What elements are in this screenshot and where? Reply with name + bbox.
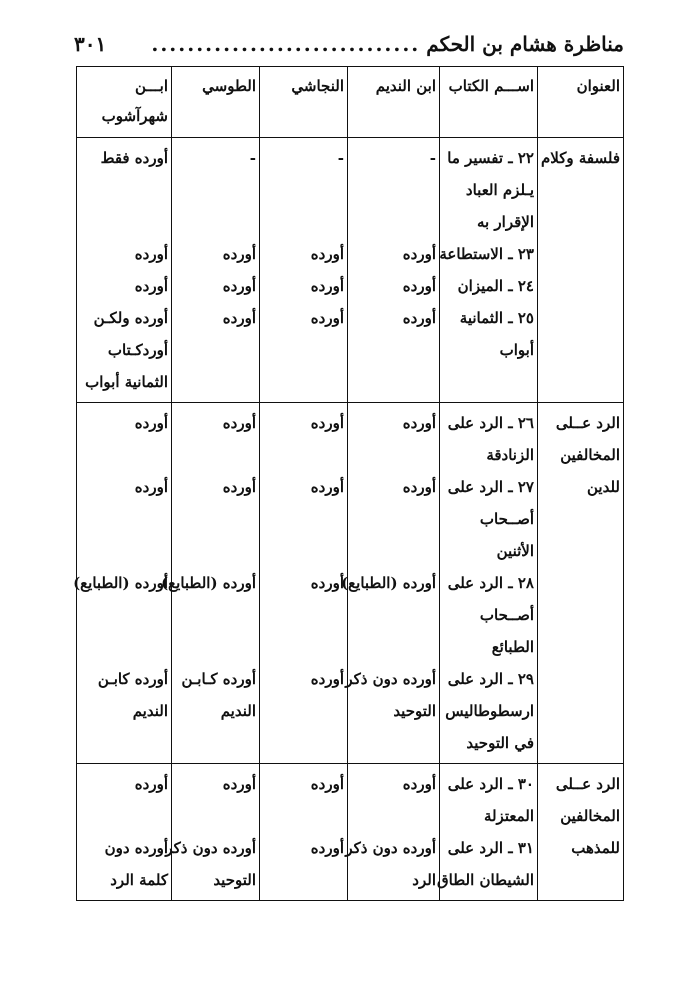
- tusi-text: أورده: [222, 775, 256, 793]
- tusi-text: -: [249, 149, 256, 167]
- ibn-shahrashub-cell: [73, 403, 172, 764]
- tusi-text: أورده كـابـن: [181, 670, 256, 688]
- tusi-cell: [172, 138, 260, 403]
- empty-line: [351, 535, 436, 567]
- tusi-text: النديم: [220, 702, 256, 720]
- empty-line: [351, 334, 436, 366]
- page-title: مناظرة هشام بن الحكم: [426, 32, 624, 56]
- table-section-row: [77, 138, 624, 403]
- book-title-cell: [440, 403, 538, 764]
- book-title-text: ٢٥ ـ الثمانية: [459, 309, 534, 327]
- najashi-text: أورده: [310, 670, 344, 688]
- book-title-text: ٢٨ ـ الرد على: [447, 574, 534, 592]
- book-title-text: ٣١ ـ الرد على: [447, 839, 534, 857]
- empty-line: [175, 503, 256, 535]
- ibn-shahrashub-text: أورده فقط: [100, 149, 168, 167]
- book-title-text: المعتزلة: [483, 807, 534, 825]
- ibn-nadim-text: -: [429, 149, 436, 167]
- page-header: [74, 28, 624, 60]
- empty-line: [351, 800, 436, 832]
- empty-line: [175, 206, 256, 238]
- najashi-text: أورده: [310, 414, 344, 432]
- book-title-text: ٢٦ ـ الرد على: [447, 414, 534, 432]
- empty-line: [80, 535, 168, 567]
- empty-line: [175, 366, 256, 398]
- empty-line: [443, 366, 534, 398]
- empty-line: [263, 366, 344, 398]
- book-title-text: الزنادقة: [486, 446, 534, 464]
- ibn-shahrashub-text: أورده: [134, 775, 168, 793]
- najashi-cell: [260, 764, 348, 901]
- ibn-nadim-cell: [341, 403, 440, 764]
- najashi-cell: [260, 403, 348, 764]
- najashi-text: أورده: [310, 277, 344, 295]
- ibn-shahrashub-text: أوردكـتاب: [107, 341, 168, 359]
- column-header: ابن النديم: [348, 67, 440, 138]
- empty-line: [175, 334, 256, 366]
- book-title-text: ٢٤ ـ الميزان: [457, 277, 534, 295]
- section-title-text: للدين: [586, 478, 620, 496]
- ibn-shahrashub-text: أورده: [134, 414, 168, 432]
- najashi-text: أورده: [310, 309, 344, 327]
- tusi-text: أورده دون ذكر: [165, 839, 256, 857]
- section-title-text: للمذهب: [571, 839, 620, 857]
- book-title-text: الطبائع: [491, 638, 534, 656]
- book-title-text: ارسطوطاليس: [445, 702, 534, 720]
- book-title-text: الإقرار به: [476, 213, 534, 231]
- tusi-text: أورده: [222, 309, 256, 327]
- book-title-text: أبواب: [499, 341, 534, 359]
- table-section-row: [77, 764, 624, 901]
- book-title-text: ٣٠ ـ الرد على: [447, 775, 534, 793]
- empty-line: [263, 535, 344, 567]
- ibn-shahrashub-text: أورده دون: [104, 839, 168, 857]
- empty-line: [80, 631, 168, 663]
- empty-line: [263, 206, 344, 238]
- column-header: العنوان: [538, 67, 624, 138]
- empty-line: [351, 174, 436, 206]
- tusi-text: أورده: [222, 245, 256, 263]
- empty-line: [80, 800, 168, 832]
- section-title-cell: [538, 403, 624, 764]
- empty-line: [351, 366, 436, 398]
- ibn-nadim-cell: [345, 764, 440, 901]
- section-title-text: المخالفين: [560, 807, 620, 825]
- empty-line: [175, 800, 256, 832]
- ibn-shahrashub-text: أورده: [134, 478, 168, 496]
- empty-line: [263, 599, 344, 631]
- tusi-text: أورده: [222, 478, 256, 496]
- empty-line: [263, 631, 344, 663]
- tusi-text: أورده: [222, 277, 256, 295]
- empty-line: [263, 174, 344, 206]
- book-title-text: الشيطان الطاق: [436, 871, 534, 889]
- empty-line: [263, 864, 344, 896]
- ibn-shahrashub-cell: [77, 764, 172, 901]
- empty-line: [175, 535, 256, 567]
- ibn-nadim-cell: [348, 138, 440, 403]
- najashi-text: -: [337, 149, 344, 167]
- column-header: اســـم الكتاب: [440, 67, 538, 138]
- tusi-text: أورده (الطبايع): [161, 574, 256, 592]
- book-title-text: ٢٧ ـ الرد على: [447, 478, 534, 496]
- najashi-text: أورده: [310, 775, 344, 793]
- book-title-text: في التوحيد: [466, 734, 534, 752]
- column-header: الطوسي: [172, 67, 260, 138]
- section-title-text: الرد عــلى: [555, 414, 620, 432]
- empty-line: [351, 727, 436, 759]
- book-title-cell: [440, 138, 538, 403]
- empty-line: [80, 727, 168, 759]
- ibn-shahrashub-text: أورده (الطبايع): [73, 574, 168, 592]
- ibn-shahrashub-text: أورده: [134, 277, 168, 295]
- ibn-shahrashub-text: أورده: [134, 245, 168, 263]
- table-section-row: [77, 403, 624, 764]
- book-title-text: يـلزم العباد: [465, 181, 534, 199]
- ibn-shahrashub-text: النديم: [132, 702, 168, 720]
- table-header-row: [77, 67, 624, 138]
- empty-line: [175, 599, 256, 631]
- empty-line: [80, 503, 168, 535]
- najashi-text: أورده: [310, 574, 344, 592]
- empty-line: [80, 206, 168, 238]
- book-title-text: ٢٣ ـ الاستطاعة: [439, 245, 534, 263]
- ibn-shahrashub-text: أورده كابـن: [97, 670, 168, 688]
- empty-line: [80, 599, 168, 631]
- empty-line: [263, 727, 344, 759]
- empty-line: [175, 174, 256, 206]
- ibn-nadim-text: الرد: [412, 871, 436, 889]
- empty-line: [351, 503, 436, 535]
- tusi-cell: [165, 764, 260, 901]
- ibn-nadim-text: أورده: [402, 309, 436, 327]
- empty-line: [263, 334, 344, 366]
- ibn-nadim-text: أورده: [402, 414, 436, 432]
- empty-line: [175, 631, 256, 663]
- book-title-cell: [436, 764, 538, 901]
- table-body: [73, 138, 624, 901]
- empty-line: [80, 174, 168, 206]
- ibn-nadim-text: أورده دون ذكر: [345, 670, 436, 688]
- ibn-nadim-text: أورده: [402, 478, 436, 496]
- book-title-text: أصــحاب: [479, 606, 534, 624]
- section-title-cell: [538, 138, 624, 403]
- empty-line: [175, 727, 256, 759]
- column-header: النجاشي: [260, 67, 348, 138]
- ibn-nadim-text: أورده: [402, 245, 436, 263]
- tusi-text: أورده: [222, 414, 256, 432]
- najashi-text: أورده: [310, 839, 344, 857]
- empty-line: [351, 599, 436, 631]
- section-title-text: المخالفين: [560, 446, 620, 464]
- header-leader-dots: ..............................: [151, 32, 421, 56]
- empty-line: [351, 206, 436, 238]
- empty-line: [263, 695, 344, 727]
- ibn-nadim-text: أورده: [402, 277, 436, 295]
- tusi-text: التوحيد: [213, 871, 256, 889]
- book-title-text: ٢٩ ـ الرد على: [447, 670, 534, 688]
- ibn-nadim-text: أورده: [402, 775, 436, 793]
- empty-line: [263, 800, 344, 832]
- empty-line: [80, 439, 168, 471]
- book-title-text: أصــحاب: [479, 510, 534, 528]
- tusi-cell: [161, 403, 260, 764]
- column-header: ابـــن شهرآشوب: [77, 67, 172, 138]
- book-title-text: ٢٢ ـ تفسير ما: [447, 149, 534, 167]
- empty-line: [175, 439, 256, 471]
- empty-line: [351, 631, 436, 663]
- najashi-cell: [260, 138, 348, 403]
- section-title-text: الرد عــلى: [555, 775, 620, 793]
- book-title-text: الأثنين: [496, 542, 534, 560]
- ibn-shahrashub-text: أورده ولكـن: [93, 309, 168, 327]
- page-number: ٣٠١: [74, 32, 107, 56]
- najashi-text: أورده: [310, 478, 344, 496]
- ibn-nadim-text: أورده دون ذكر: [345, 839, 436, 857]
- ibn-nadim-text: التوحيد: [393, 702, 436, 720]
- empty-line: [263, 439, 344, 471]
- najashi-text: أورده: [310, 245, 344, 263]
- ibn-shahrashub-text: الثمانية أبواب: [85, 373, 168, 391]
- ibn-shahrashub-cell: [77, 138, 172, 403]
- books-table: [73, 66, 624, 901]
- ibn-shahrashub-text: كلمة الرد: [110, 871, 168, 889]
- empty-line: [263, 503, 344, 535]
- ibn-nadim-text: أورده (الطبايع): [341, 574, 436, 592]
- section-title-text: فلسفة وكلام: [541, 149, 620, 167]
- empty-line: [351, 439, 436, 471]
- section-title-cell: [538, 764, 624, 901]
